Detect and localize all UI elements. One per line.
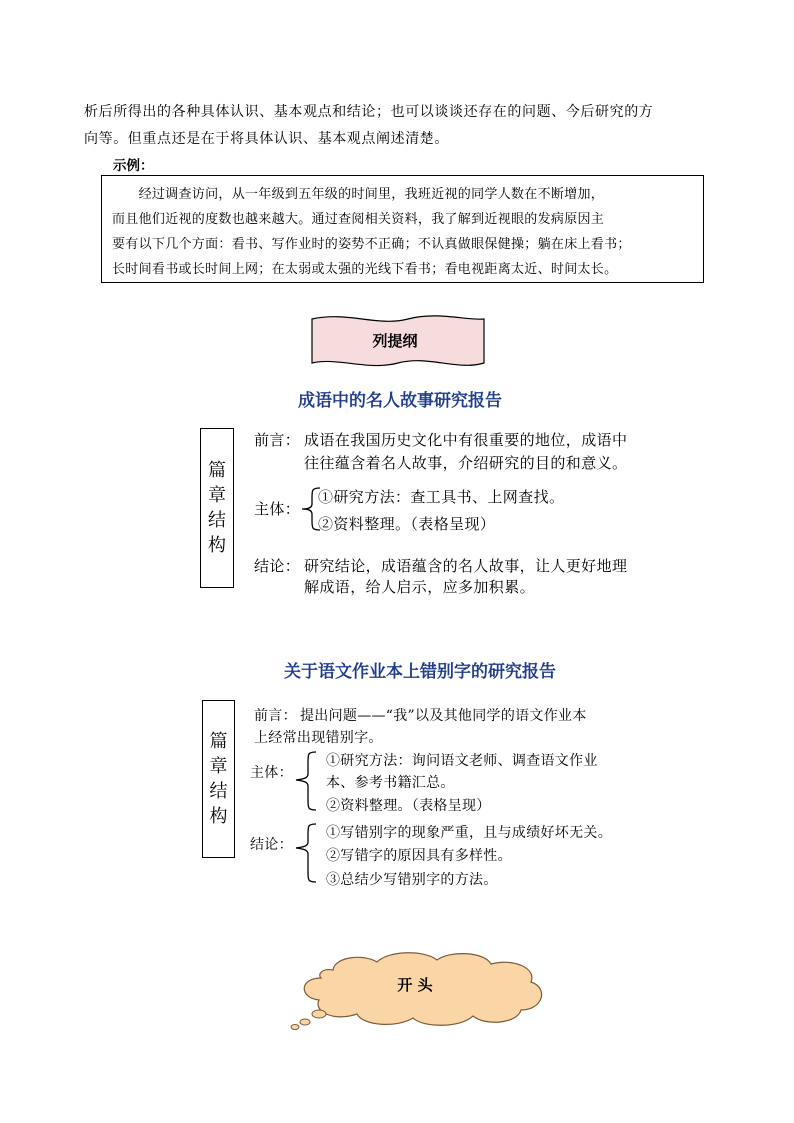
banner-label: 列提纲 — [372, 332, 418, 350]
outline1-side-label — [200, 428, 234, 588]
outline1-preface-line: 往往蕴含着名人故事，介绍研究的目的和意义。 — [304, 454, 628, 472]
outline1-preface-label: 前言： — [254, 431, 301, 449]
outline1-body-label: 主体： — [254, 500, 301, 518]
outline2-conclusion-item: ①写错别字的现象严重，且与成绩好坏无关。 — [326, 825, 612, 841]
outline1-conclusion-line: 研究结论，成语蕴含的名人故事，让人更好地理 — [304, 557, 628, 575]
outline2-conclusion-label: 结论： — [250, 837, 293, 853]
outline2-title: 关于语文作业本上错别字的研究报告 — [284, 662, 556, 682]
outline1-conclusion-label: 结论： — [254, 557, 301, 575]
side-char: 构 — [209, 806, 228, 827]
outline1-body-item: ②资料整理。（表格呈现） — [318, 515, 496, 533]
example-line: 要有以下几个方面：看书、写作业时的姿势不正确；不认真做眼保健操；躺在床上看书； — [112, 237, 631, 252]
side-char: 结 — [208, 510, 226, 531]
outline1-conclusion-line: 解成语，给人启示，应多加积累。 — [304, 578, 536, 596]
side-char: 结 — [209, 781, 228, 802]
outline1-preface-line: 成语在我国历史文化中有很重要的地位，成语中 — [304, 431, 628, 449]
side-char: 构 — [208, 535, 226, 556]
intro-line-1: 析后所得出的各种具体认识、基本观点和结论；也可以谈谈还存在的问题、今后研究的方 — [84, 104, 654, 120]
intro-paragraph — [84, 99, 724, 153]
outline2-body-item: 本、参考书籍汇总。 — [326, 775, 455, 791]
outline2-preface-line: 上经常出现错别字。 — [254, 730, 383, 746]
cloud-label: 开 头 — [397, 976, 433, 994]
example-line: 而且他们近视的度数也越来越大。通过查阅相关资料，我了解到近视眼的发病原因主 — [112, 212, 605, 227]
side-char: 章 — [209, 756, 228, 777]
outline2-side-label — [202, 700, 235, 858]
outline2-conclusion-brace — [290, 820, 318, 886]
outline2-conclusion-item: ③总结少写错别字的方法。 — [326, 872, 498, 888]
outline2-body-item: ②资料整理。（表格呈现） — [326, 798, 491, 814]
outline2-body-label: 主体： — [250, 765, 293, 781]
outline1-body-item: ①研究方法：查工具书、上网查找。 — [318, 488, 565, 506]
outline2-body-brace — [290, 748, 318, 814]
example-line: 经过调查访问，从一年级到五年级的时间里，我班近视的同学人数在不断增加， — [112, 187, 605, 202]
intro-line-2: 向等。但重点还是在于将具体认识、基本观点阐述清楚。 — [84, 131, 449, 147]
side-char: 篇 — [208, 460, 226, 481]
outline2-preface-label: 前言： — [254, 708, 297, 724]
side-char: 章 — [208, 485, 226, 506]
outline1-title: 成语中的名人故事研究报告 — [298, 391, 502, 411]
side-char: 篇 — [209, 731, 228, 752]
example-label: 示例： — [113, 158, 154, 174]
outline2-preface-line: 提出问题——“我”以及其他同学的语文作业本 — [300, 708, 587, 724]
example-line: 长时间看书或长时间上网；在太弱或太强的光线下看书；看电视距离太近、时间太长。 — [112, 262, 618, 277]
outline2-body-item: ①研究方法：询问语文老师、调查语文作业 — [326, 753, 598, 769]
example-box — [101, 175, 704, 283]
outline2-conclusion-item: ②写错字的原因具有多样性。 — [326, 848, 512, 864]
